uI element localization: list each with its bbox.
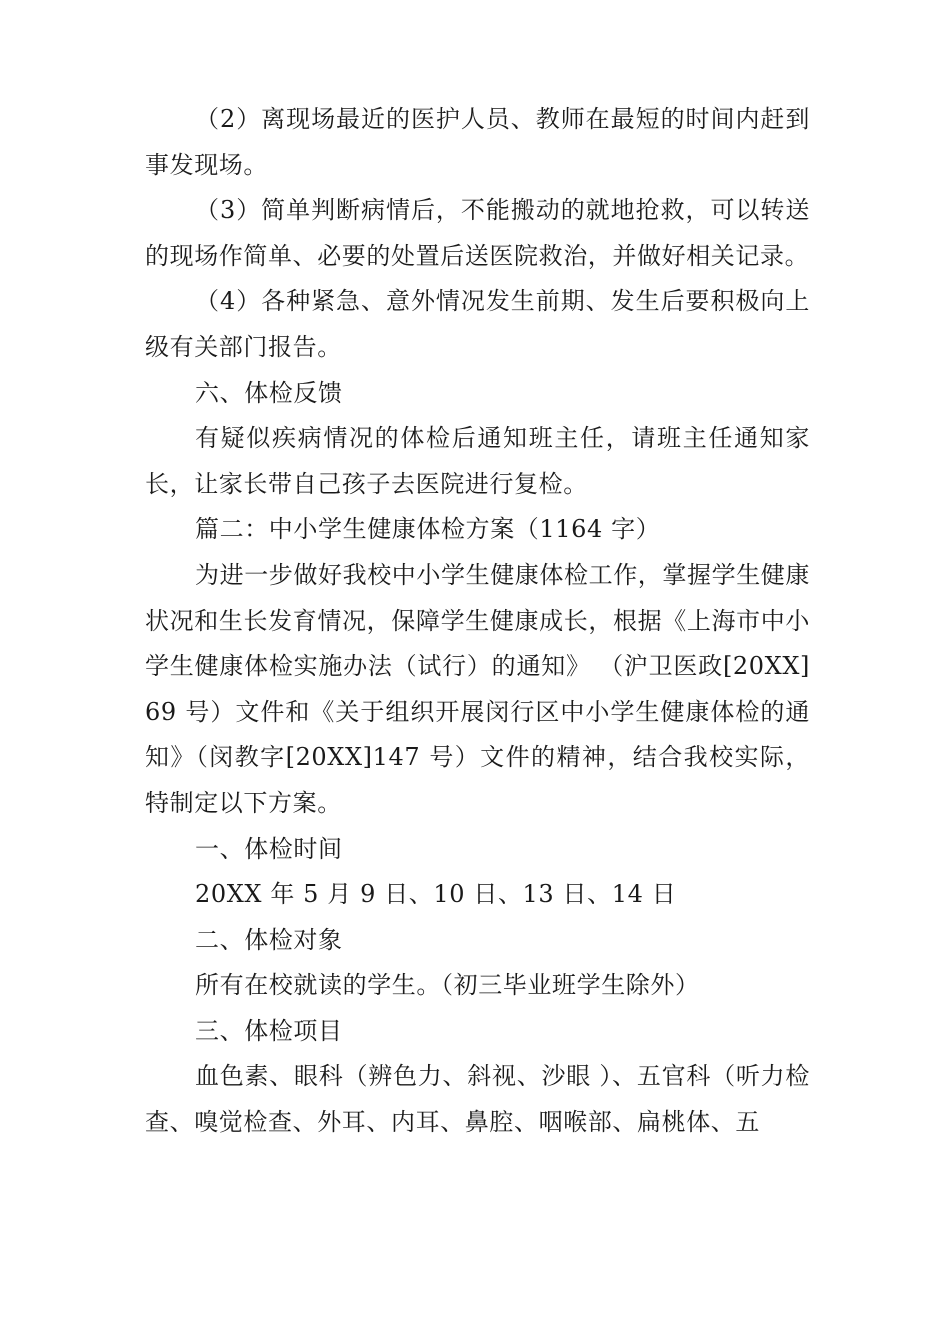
- document-body: [145, 97, 810, 1146]
- paragraph-text: 血色素、眼科（辨色力、斜视、沙眼 ）、五官科（听力检查、嗅觉检查、外耳、内耳、鼻腔、咽喉部、扁桃体、五: [145, 1062, 810, 1137]
- chapter-title-part-two: [145, 507, 810, 553]
- paragraph-introduction: [145, 553, 810, 827]
- paragraph-text: 有疑似疾病情况的体检后通知班主任，请班主任通知家长，让家长带自己孩子去医院进行复检。: [145, 424, 810, 498]
- paragraph-text: （2）离现场最近的医护人员、教师在最短的时间内赶到事发现场。: [145, 105, 810, 179]
- section-heading-feedback: [145, 371, 810, 417]
- paragraph-text: 20XX 年 5 月 9 日、10 日、13 日、14 日: [195, 880, 677, 909]
- paragraph-emergency-step-4: [145, 279, 810, 370]
- heading-text: 一、体检时间: [195, 834, 343, 863]
- paragraph-text: （3）简单判断病情后，不能搬动的就地抢救，可以转送的现场作简单、必要的处置后送医院救治，并做好相关记录。: [145, 196, 810, 270]
- section-heading-subjects: [145, 918, 810, 964]
- paragraph-emergency-step-2: [145, 97, 810, 188]
- paragraph-text: 所有在校就读的学生。（初三毕业班学生除外）: [195, 971, 700, 1000]
- heading-text: 六、体检反馈: [195, 378, 343, 407]
- paragraph-text: （4）各种紧急、意外情况发生前期、发生后要积极向上级有关部门报告。: [145, 287, 810, 361]
- heading-text: 三、体检项目: [195, 1016, 343, 1045]
- section-heading-time: [145, 827, 810, 873]
- heading-text: 篇二：中小学生健康体检方案（1164 字）: [195, 515, 661, 544]
- heading-text: 二、体检对象: [195, 925, 343, 954]
- paragraph-feedback: [145, 416, 810, 507]
- paragraph-dates: [145, 872, 810, 918]
- paragraph-items: [145, 1054, 810, 1145]
- paragraph-emergency-step-3: [145, 188, 810, 279]
- paragraph-subjects: [145, 963, 810, 1009]
- section-heading-items: [145, 1009, 810, 1055]
- paragraph-text: 为进一步做好我校中小学生健康体检工作，掌握学生健康状况和生长发育情况，保障学生健康成长，根据《上海市中小学生健康体检实施办法（试行）的通知》 （沪卫医政[20XX]69 号）文件和《关于组织开展闵行区中小学生健康体检的通知》（闵教字[20XX]147 号）文件的精神，结合我校实际，特制定以下方案。: [145, 560, 810, 817]
